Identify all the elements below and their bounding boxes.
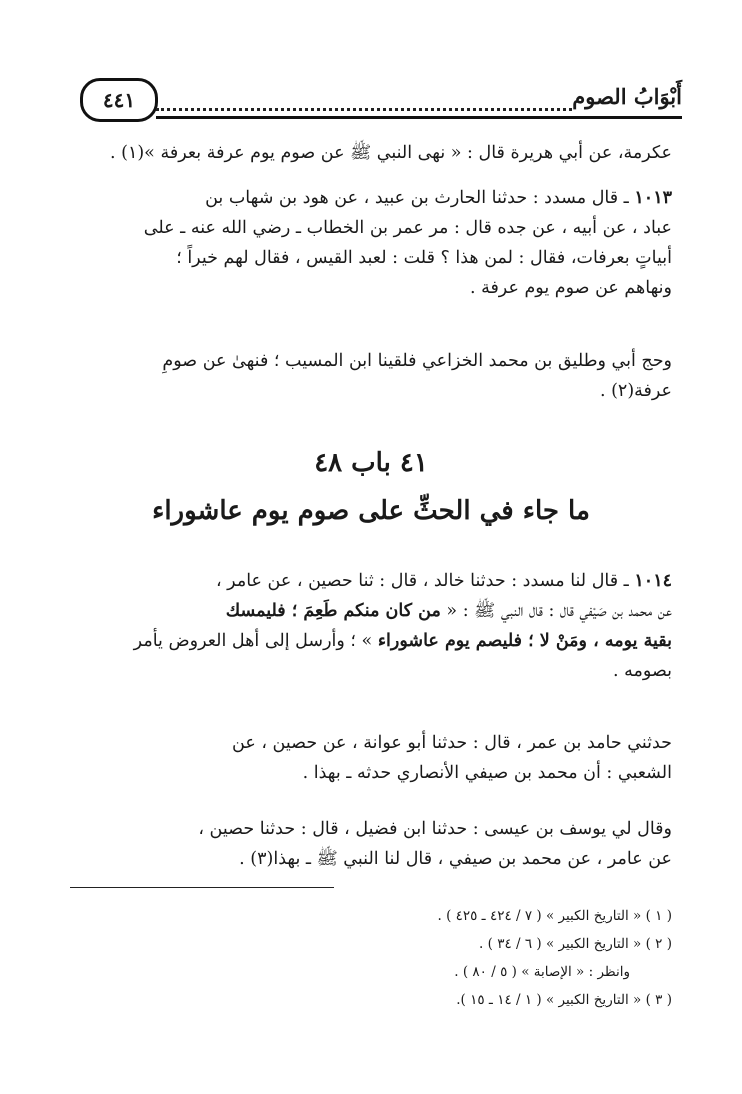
page-number-badge: ٤٤١	[80, 78, 158, 122]
text-line: وقال لي يوسف بن عيسى : حدثنا ابن فضيل ، قال : حدثنا حصين ،	[198, 819, 672, 839]
chapter-title: ما جاء في الحثِّ على صوم يوم عاشوراء	[152, 496, 590, 526]
text-segment: ـ قال لنا مسدد : حدثنا خالد ، قال : ثنا حصين ، عن عامر ،	[215, 571, 629, 591]
text-line: بصومه .	[613, 661, 672, 681]
running-title: أَبْوَابُ الصوم	[572, 84, 682, 109]
text-line: عباد ، عن أبيه ، عن جده قال : مر عمر بن الخطاب ـ رضي الله عنه ـ على	[143, 218, 672, 238]
hadith-1013-addendum	[67, 346, 672, 406]
footnotes	[67, 902, 672, 1014]
footnote: وانظر : « الإصابة » ( ٥ / ٨٠ ) .	[454, 964, 630, 980]
hadith-number: ١٠١٤	[634, 571, 672, 591]
paragraph-hamid	[67, 728, 672, 788]
footnote: ( ٣ ) « التاريخ الكبير » ( ١ / ١٤ ـ ١٥ ).	[456, 992, 672, 1008]
text-line: عرفة(٢) .	[599, 381, 672, 401]
header-solid-rule	[156, 116, 682, 119]
text-line: عن عامر ، عن محمد بن صيفي ، قال لنا النبي ﷺ ـ بهذا(٣) .	[239, 849, 672, 869]
footnote: ( ٢ ) « التاريخ الكبير » ( ٦ / ٣٤ ) .	[479, 936, 672, 952]
hadith-1013	[67, 183, 672, 303]
bold-quote: بقية يومه ، ومَنْ لا ؛ فليصم يوم عاشوراء	[377, 631, 672, 651]
continuation-paragraph	[67, 138, 672, 168]
text-line: ونهاهم عن صوم يوم عرفة .	[469, 278, 672, 298]
text-line	[67, 596, 672, 626]
text-segment: ـ قال مسدد : حدثنا الحارث بن عبيد ، عن هود بن شهاب بن	[205, 188, 629, 208]
text-line: وحج أبي وطليق بن محمد الخزاعي فلقينا ابن المسيب ؛ فنهىٰ عن صومِ	[162, 351, 672, 371]
text-segment: » ؛ وأرسل إلى أهل العروض يأمر	[133, 631, 378, 651]
text-line: عكرمة، عن أبي هريرة قال : « نهى النبي ﷺ عن صوم يوم عرفة بعرفة »(١) .	[110, 143, 672, 163]
text-line	[67, 566, 672, 596]
bold-quote: من كان منكم طَعِمَ ؛ فليمسك	[225, 601, 441, 621]
text-line	[67, 626, 672, 656]
chapter-number: ٤١ باب ٤٨	[314, 448, 428, 478]
header-dotted-rule	[156, 108, 572, 111]
hadith-1014	[67, 566, 672, 686]
text-line: أبياتٍ بعرفات، فقال : لمن هذا ؟ قلت : لعبد القيس ، فقال لهم خيراً ؛	[176, 248, 672, 268]
hadith-number: ١٠١٣	[634, 188, 672, 208]
text-segment: عن محمد بن صَيْفي قال : قال النبي ﷺ : «	[440, 601, 672, 621]
text-line: حدثني حامد بن عمر ، قال : حدثنا أبو عوانة ، عن حصين ، عن	[232, 733, 672, 753]
text-line	[67, 183, 672, 213]
paragraph-yusuf	[67, 814, 672, 874]
footnote-rule	[70, 887, 334, 888]
text-line: الشعبي : أن محمد بن صيفي الأنصاري حدثه ـ بهذا .	[302, 763, 672, 783]
page-header	[80, 78, 682, 122]
footnote: ( ١ ) « التاريخ الكبير » ( ٧ / ٤٢٤ ـ ٤٢٥ ) .	[437, 908, 672, 924]
